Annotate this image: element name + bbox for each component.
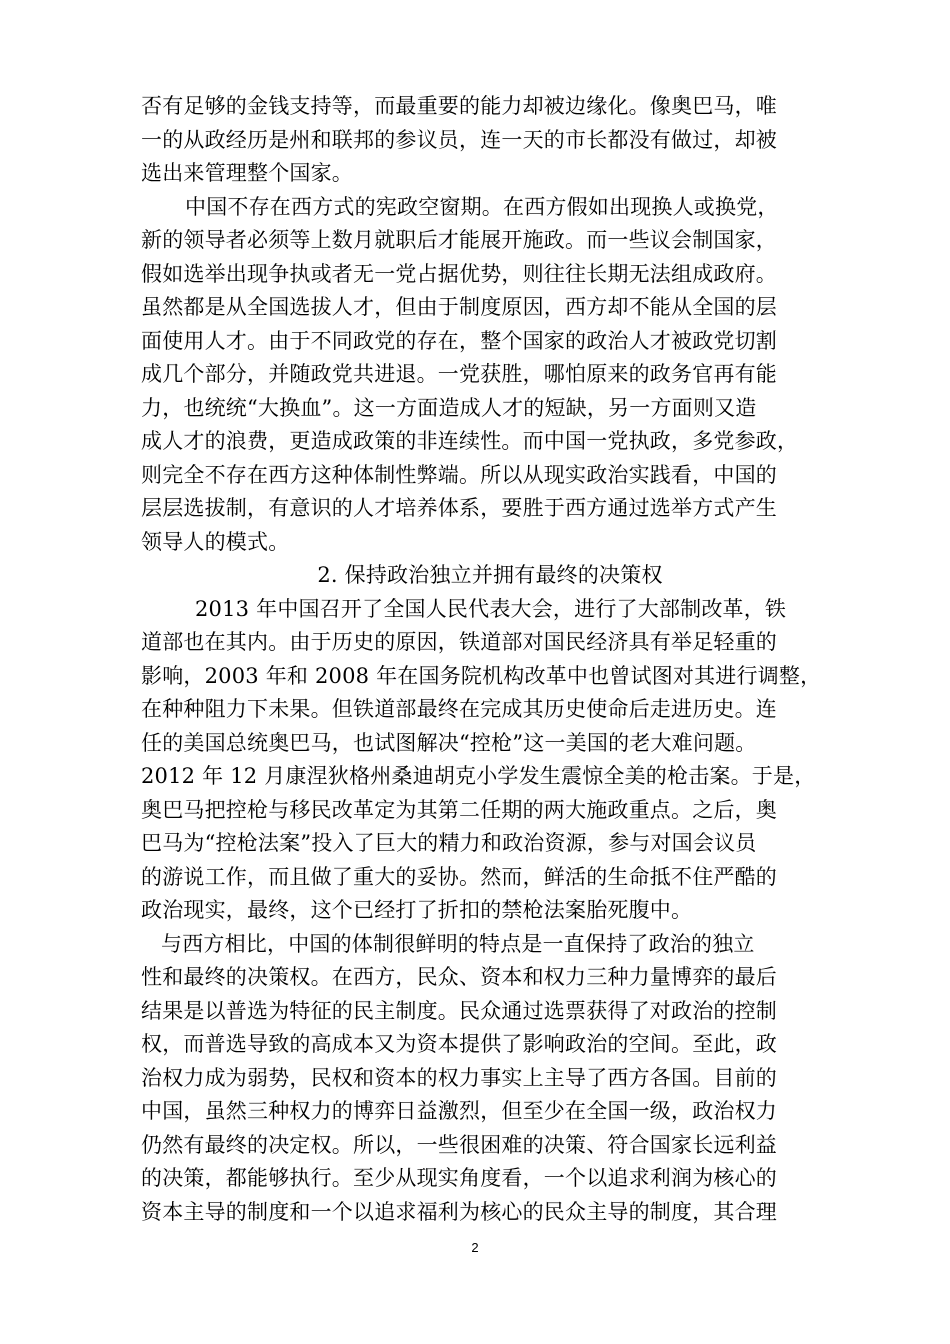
paragraph [141, 90, 831, 191]
text-line: 奥巴马把控枪与移民改革定为其第二任期的两大施政重点。之后，奥 [141, 797, 777, 822]
text-line: 面使用人才。由于不同政党的存在，整个国家的政治人才被政党切割 [141, 328, 777, 353]
text-line: 力，也统统“大换血”。这一方面造成人才的短缺，另一方面则又造 [141, 395, 757, 420]
text-line: 新的领导者必须等上数月就职后才能展开施政。而一些议会制国家， [141, 228, 777, 252]
text-line: 巴马为“控枪法案”投入了巨大的精力和政治资源，参与对国会议员 [141, 831, 757, 855]
text-line: 仍然有最终的决定权。所以，一些很困难的决策、符合国家长远利益 [141, 1132, 777, 1157]
text-line: 中国不存在西方式的宪政空窗期。在西方假如出现换人或换党， [185, 194, 779, 219]
paragraph [141, 928, 831, 1230]
text-line: 则完全不存在西方这种体制性弊端。所以从现实政治实践看，中国的 [141, 462, 777, 487]
text-line: 领导人的模式。 [141, 529, 290, 554]
text-line: 与西方相比，中国的体制很鲜明的特点是一直保持了政治的独立 [161, 931, 755, 956]
text-line: 否有足够的金钱支持等，而最重要的能力却被边缘化。像奥巴马，唯 [141, 94, 777, 118]
text-line: 选出来管理整个国家。 [141, 161, 353, 185]
text-line: 假如选举出现争执或者无一党占据优势，则往往长期无法组成政府。 [141, 261, 777, 286]
text-line: 虽然都是从全国选拔人才，但由于制度原因，西方却不能从全国的层 [141, 295, 777, 319]
text-line: 在种种阻力下未果。但铁道部最终在完成其历史使命后走进历史。连 [141, 697, 777, 721]
text-line: 影响，2003 年和 2008 年在国务院机构改革中也曾试图对其进行调整， [141, 663, 822, 688]
text-line: 的决策，都能够执行。至少从现实角度看，一个以追求利润为核心的 [141, 1166, 777, 1190]
document-body [141, 90, 831, 1229]
text-line: 中国，虽然三种权力的博弈日益激烈，但至少在全国一级，政治权力 [141, 1099, 777, 1123]
text-line: 成几个部分，并随政党共进退。一党获胜，哪怕原来的政务官再有能 [141, 362, 777, 386]
text-line: 结果是以普选为特征的民主制度。民众通过选票获得了对政治的控制 [141, 998, 777, 1023]
text-line: 政治现实，最终，这个已经打了折扣的禁枪法案胎死腹中。 [141, 898, 693, 922]
text-line: 2012 年 12 月康涅狄格州桑迪胡克小学发生震惊全美的枪击案。于是， [141, 764, 816, 788]
text-line: 成人才的浪费，更造成政策的非连续性。而中国一党执政，多党参政， [141, 429, 799, 453]
text-line: 2013 年中国召开了全国人民代表大会，进行了大部制改革，铁 [195, 596, 787, 621]
text-line: 道部也在其内。由于历史的原因，铁道部对国民经济具有举足轻重的 [141, 630, 777, 654]
section-heading: 2. 保持政治独立并拥有最终的决策权 [317, 563, 663, 587]
page-number: 2 [471, 1240, 479, 1255]
text-line: 任的美国总统奥巴马，也试图解决“控枪”这一美国的老大难问题。 [141, 730, 757, 755]
paragraph [141, 593, 831, 928]
text-line: 治权力成为弱势，民权和资本的权力事实上主导了西方各国。目前的 [141, 1065, 777, 1090]
text-line: 资本主导的制度和一个以追求福利为核心的民众主导的制度，其合理 [141, 1199, 777, 1224]
text-line: 权，而普选导致的高成本又为资本提供了影响政治的空间。至此，政 [141, 1032, 777, 1056]
paragraph [141, 191, 831, 560]
text-line: 层层选拔制，有意识的人才培养体系，要胜于西方通过选举方式产生 [141, 496, 777, 520]
text-line: 性和最终的决策权。在西方，民众、资本和权力三种力量博弈的最后 [141, 965, 777, 989]
text-line: 一的从政经历是州和联邦的参议员，连一天的市长都没有做过，却被 [141, 127, 777, 152]
text-line: 的游说工作，而且做了重大的妥协。然而，鲜活的生命抵不住严酷的 [141, 864, 777, 889]
